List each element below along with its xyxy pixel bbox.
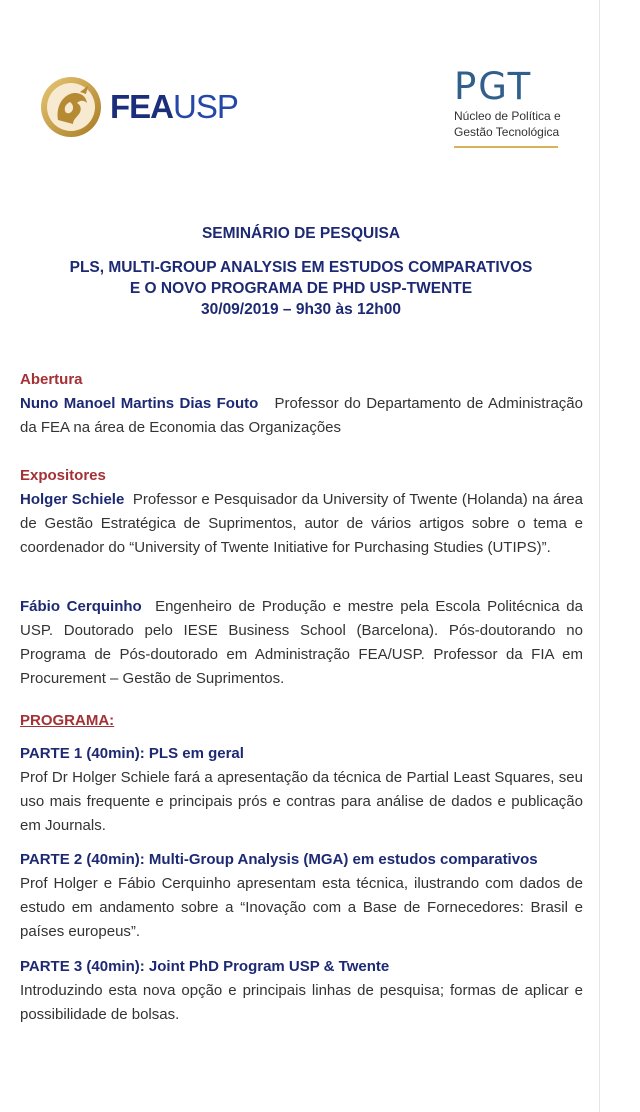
expositor-name: Holger Schiele [20,491,125,508]
programa-part-2 [20,848,583,944]
part-title: PARTE 2 (40min): Multi-Group Analysis (MGA) em estudos comparativos [20,851,538,868]
part-title: PARTE 1 (40min): PLS em geral [20,745,244,762]
pgt-subtitle-line1: Núcleo de Política e [454,109,561,123]
expositores-heading: Expositores [20,467,106,484]
event-title [2,257,600,320]
expositor-desc: Engenheiro de Produção e mestre pela Escola Politécnica da USP. Doutorado pelo IESE Business School (Barcelona). Pós-doutorando no Programa de Pós-doutorado em Administração FEA/USP. Professor da FIA em Procurement – Gestão de Suprimentos. [20,598,583,687]
fea-emblem-icon [40,76,102,138]
expositores-section [20,464,583,560]
event-title-line1: PLS, MULTI-GROUP ANALYSIS EM ESTUDOS COMPARATIVOS [69,259,533,276]
programa-section [20,709,583,733]
abertura-heading: Abertura [20,371,83,388]
pgt-wordmark: PGT [454,65,533,108]
abertura-section [20,368,583,440]
pgt-subtitle-line2: Gestão Tecnológica [454,125,560,139]
event-title-line2: E O NOVO PROGRAMA DE PHD USP-TWENTE [129,280,473,297]
event-datetime: 30/09/2019 – 9h30 às 12h00 [201,301,401,318]
expositor-paragraph [20,595,583,691]
pgt-logo [454,65,574,150]
part-title: PARTE 3 (40min): Joint PhD Program USP & Twente [20,958,390,975]
part-desc: Prof Holger e Fábio Cerquinho apresentam esta técnica, ilustrando com dados de estudo em andamento sobre a “Inovação com a Base de Fornecedores: Brasil e países europeus”. [20,875,583,940]
seminar-heading: SEMINÁRIO DE PESQUISA [201,225,401,242]
abertura-speaker-desc: Professor do Departamento de Administração da FEA na área de Economia das Organizações [20,395,583,436]
expositor-2 [20,595,583,691]
programa-part-1 [20,742,583,838]
expositor-desc: Professor e Pesquisador da University of Twente (Holanda) na área de Gestão Estratégica de Suprimentos, autor de vários artigos sobre o tema e coordenador do “University of Twente Initiative for Purchasing Studies (UTIPS)”. [20,491,583,556]
fea-usp-wordmark: FEAUSP [110,88,238,125]
part-desc: Introduzindo esta nova opção e principais linhas de pesquisa; formas de aplicar e possibilidade de bolsas. [20,982,583,1023]
pgt-divider [454,146,558,148]
part-desc: Prof Dr Holger Schiele fará a apresentação da técnica de Partial Least Squares, seu uso mais frequente e principais prós e contras para análise de dados e publicação em Journals. [20,769,583,834]
programa-part-3 [20,955,583,1027]
abertura-speaker-name: Nuno Manoel Martins Dias Fouto [20,395,259,412]
expositor-paragraph [20,488,583,560]
programa-heading: PROGRAMA: [20,712,115,729]
abertura-paragraph [20,392,583,440]
document-page [2,0,600,1112]
fea-usp-logo [40,76,240,138]
expositor-name: Fábio Cerquinho [20,598,142,615]
